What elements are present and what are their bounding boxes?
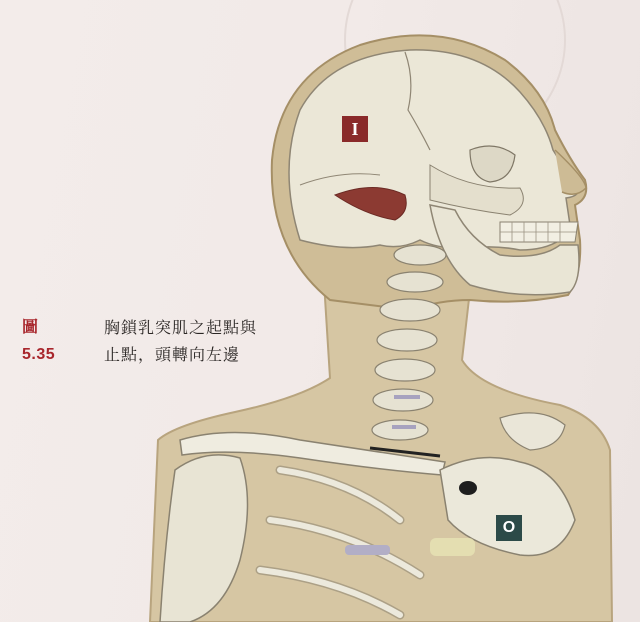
origin-marker: O [496, 515, 522, 541]
rib-highlight [345, 545, 390, 555]
caption-line-2: 止點，頭轉向左邊 [104, 345, 241, 364]
costal-cartilage [430, 538, 475, 556]
insertion-marker: I [342, 116, 368, 142]
figure-number: 圖5.35 [22, 319, 56, 363]
caption-line-1: 胸鎖乳突肌之起點與 [104, 318, 258, 337]
muscle-origin-dot [459, 481, 477, 495]
